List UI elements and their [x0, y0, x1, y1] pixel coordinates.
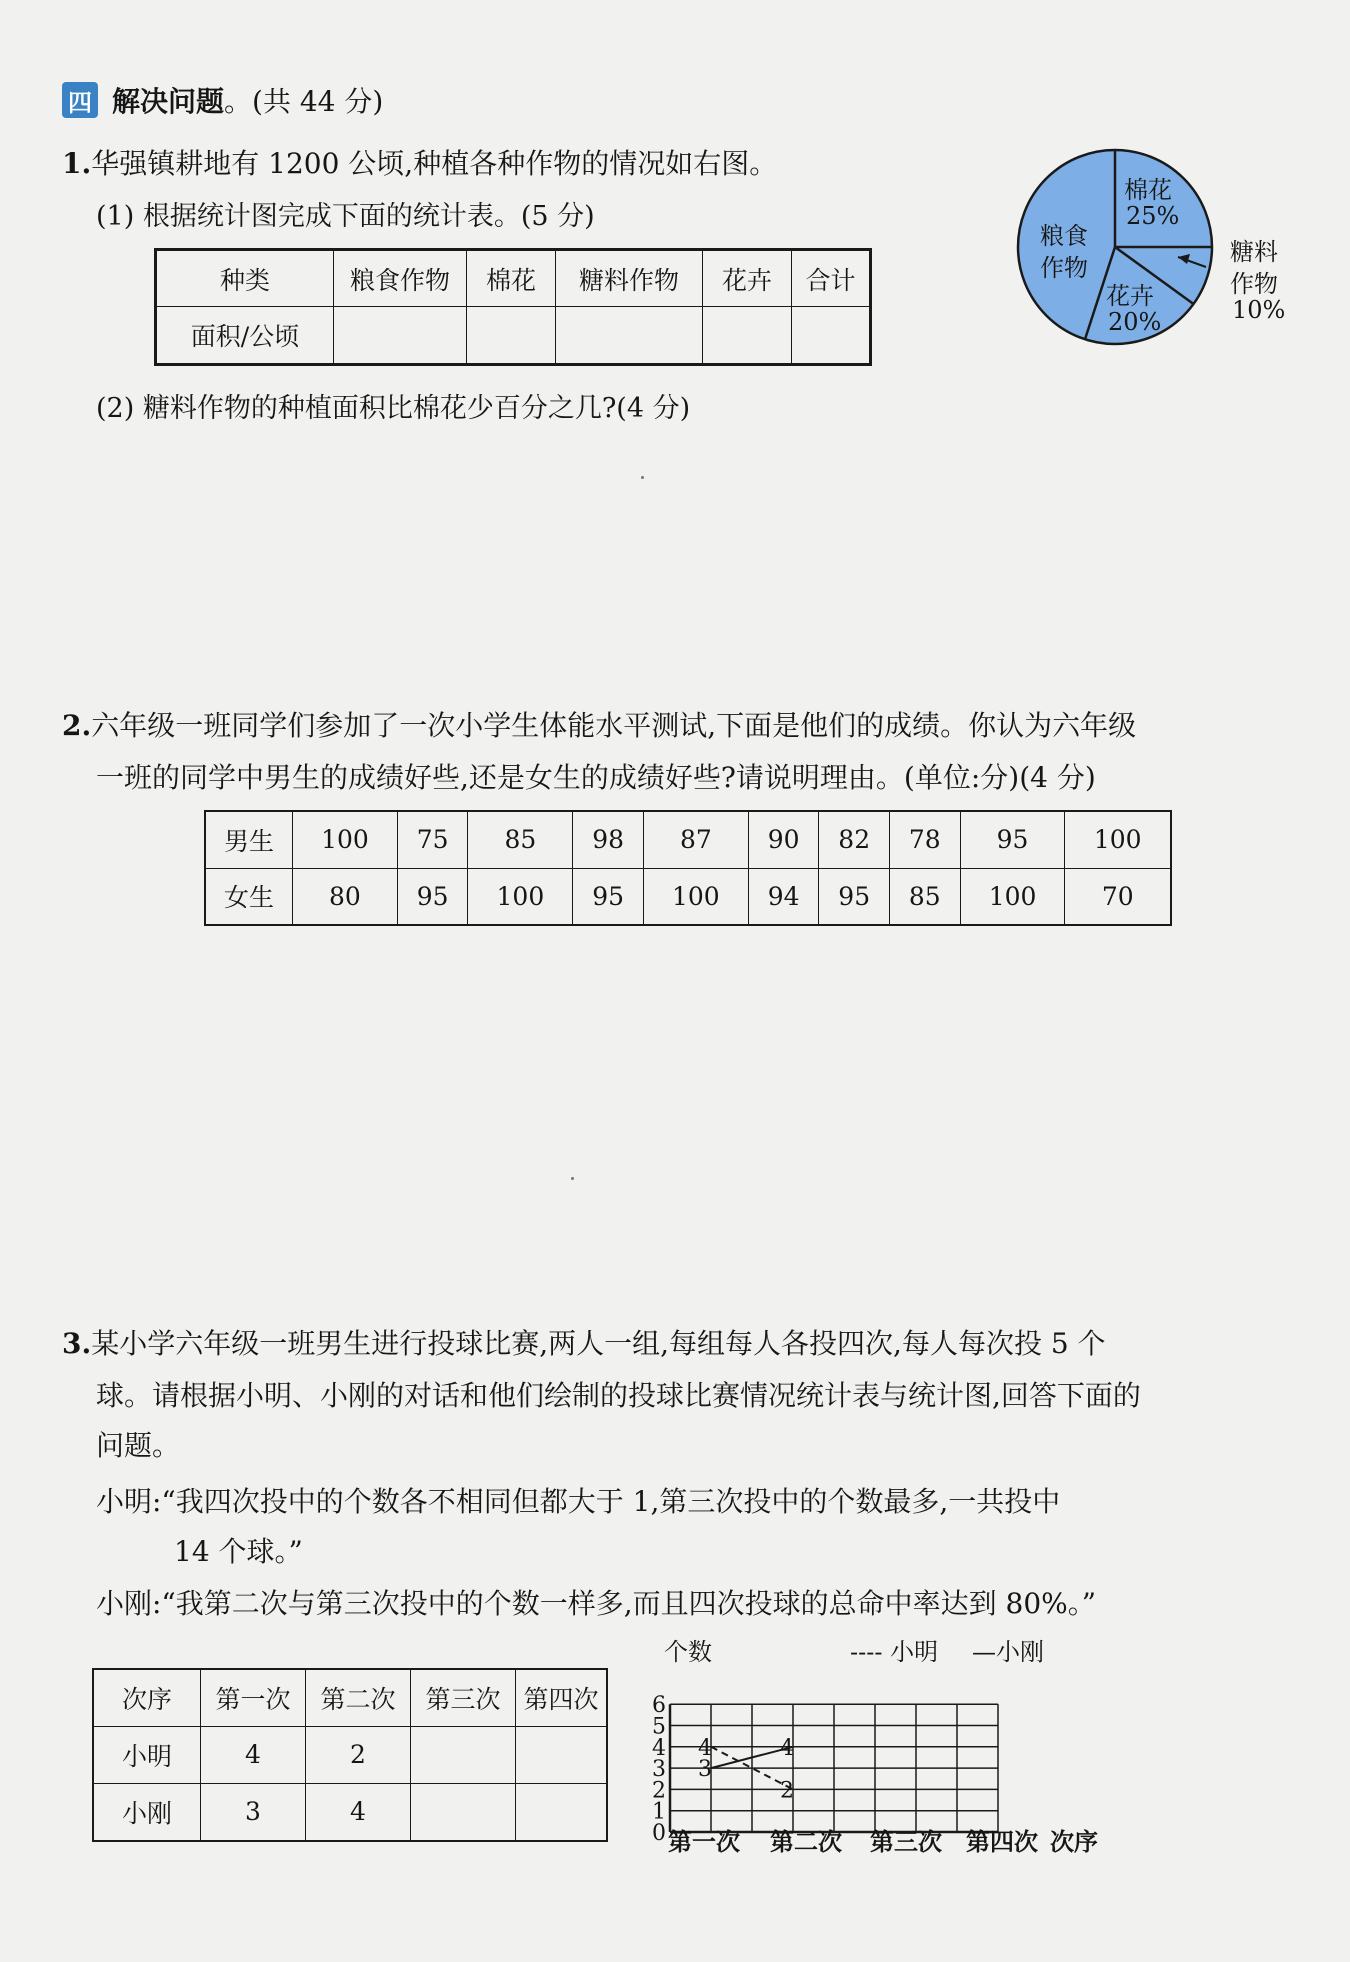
data-label-gang: 4	[780, 1735, 794, 1761]
q2-line-2: 一班的同学中男生的成绩好些,还是女生的成绩好些?请说明理由。(单位:分)(4 分)	[96, 761, 1096, 794]
q3-ming-line-2: 14 个球。”	[174, 1535, 303, 1568]
score-cell: 98	[573, 811, 644, 868]
table-header-cell: 第三次	[411, 1669, 516, 1727]
q1-stats-table	[154, 248, 872, 366]
score-cell: 95	[960, 811, 1065, 868]
chart-y-title: 个数	[664, 1638, 712, 1666]
table-header-row	[156, 250, 871, 307]
answer-cell[interactable]	[516, 1727, 608, 1784]
table-header-cell: 第二次	[306, 1669, 411, 1727]
chart-x-tick: 第一次	[668, 1827, 740, 1856]
q3-line-1	[62, 1322, 1106, 1362]
table-header-cell: 粮食作物	[334, 250, 467, 307]
score-cell: 80	[293, 868, 398, 925]
answer-cell[interactable]	[556, 307, 703, 365]
chart-x-tick: 第三次	[870, 1827, 942, 1856]
q3-line-3: 问题。	[96, 1429, 181, 1462]
q2-text-1: 六年级一班同学们参加了一次小学生体能水平测试,下面是他们的成绩。你认为六年级	[91, 709, 1137, 742]
row-label: 小刚	[93, 1783, 201, 1841]
table-row	[156, 307, 871, 365]
q2-scores-table	[204, 810, 1172, 926]
shot-cell: 3	[201, 1783, 306, 1841]
chart-point-labels	[698, 1736, 794, 1804]
pie-sugar-label-1: 糖料	[1230, 238, 1278, 266]
y-tick-label: 0	[652, 1821, 666, 1846]
score-cell: 100	[960, 868, 1065, 925]
table-header-cell: 棉花	[467, 250, 556, 307]
y-tick-label: 1	[652, 1799, 666, 1825]
table-row-ming	[93, 1727, 607, 1784]
answer-cell[interactable]	[411, 1727, 516, 1784]
row-label: 女生	[205, 868, 293, 925]
pie-flower-pct: 20%	[1108, 308, 1162, 336]
table-row-boys	[205, 811, 1171, 868]
answer-cell[interactable]	[516, 1783, 608, 1841]
y-tick-label: 5	[652, 1714, 666, 1740]
pie-grain-label-2: 作物	[1040, 254, 1088, 282]
score-cell: 95	[397, 868, 468, 925]
score-cell: 78	[890, 811, 961, 868]
score-cell: 85	[890, 868, 961, 925]
paper-speck	[641, 476, 644, 479]
pie-flower-label: 花卉	[1106, 282, 1154, 310]
y-tick-label: 6	[652, 1693, 666, 1719]
score-cell: 100	[293, 811, 398, 868]
paper-speck	[571, 1177, 574, 1180]
table-header-cell: 种类	[156, 250, 334, 307]
score-cell: 95	[819, 868, 890, 925]
chart-legend-ming: ---- 小明	[850, 1638, 939, 1666]
data-label-gang: 3	[698, 1757, 712, 1783]
q2-line-1	[62, 704, 1136, 744]
answer-cell[interactable]	[467, 307, 556, 365]
table-header-cell: 糖料作物	[556, 250, 703, 307]
chart-grid	[670, 1704, 998, 1832]
data-label-ming: 4	[698, 1735, 712, 1761]
shot-cell: 4	[306, 1783, 411, 1841]
table-header-cell: 次序	[93, 1669, 201, 1727]
y-tick-label: 3	[652, 1757, 666, 1783]
answer-cell[interactable]	[334, 307, 467, 365]
table-header-cell: 合计	[792, 250, 871, 307]
shot-cell: 4	[201, 1727, 306, 1784]
pie-sugar-pct: 10%	[1232, 296, 1286, 324]
score-cell: 85	[468, 811, 573, 868]
shot-cell: 2	[306, 1727, 411, 1784]
q3-gang-line: 小刚:“我第二次与第三次投中的个数一样多,而且四次投球的总命中率达到 80%。”	[96, 1587, 1097, 1620]
score-cell: 100	[1065, 811, 1171, 868]
score-cell: 82	[819, 811, 890, 868]
y-tick-label: 2	[652, 1778, 666, 1804]
q1-prompt	[62, 142, 777, 182]
pie-cotton-pct: 25%	[1126, 202, 1180, 230]
score-cell: 70	[1065, 868, 1171, 925]
score-cell: 75	[397, 811, 468, 868]
y-tick-label: 4	[652, 1735, 666, 1761]
table-header-cell: 第一次	[201, 1669, 306, 1727]
score-cell: 90	[748, 811, 819, 868]
score-cell: 94	[748, 868, 819, 925]
chart-x-title: 次序	[1050, 1827, 1098, 1856]
score-cell: 95	[573, 868, 644, 925]
table-header-cell: 花卉	[703, 250, 792, 307]
chart-legend-gang: —小刚	[972, 1638, 1044, 1666]
score-cell: 100	[643, 868, 748, 925]
table-header-cell: 第四次	[516, 1669, 608, 1727]
table-row-girls	[205, 868, 1171, 925]
q3-text-1: 某小学六年级一班男生进行投球比赛,两人一组,每组每人各投四次,每人每次投 5 个	[91, 1327, 1106, 1360]
chart-x-tick: 第二次	[770, 1827, 842, 1856]
answer-cell[interactable]	[792, 307, 871, 365]
pie-cotton-label: 棉花	[1124, 176, 1172, 204]
row-label: 小明	[93, 1727, 201, 1784]
q3-ming-line-1: 小明:“我四次投中的个数各不相同但都大于 1,第三次投中的个数最多,一共投中	[96, 1485, 1061, 1518]
pie-grain-label-1: 粮食	[1040, 222, 1088, 250]
q1-text: 华强镇耕地有 1200 公顷,种植各种作物的情况如右图。	[91, 147, 778, 180]
section-badge: 四	[62, 82, 98, 118]
answer-cell[interactable]	[703, 307, 792, 365]
score-cell: 100	[468, 868, 573, 925]
table-header-row	[93, 1669, 607, 1727]
table-row-gang	[93, 1783, 607, 1841]
q1-sub1: (1) 根据统计图完成下面的统计表。(5 分)	[96, 201, 595, 232]
pie-sugar-label-2: 作物	[1230, 270, 1278, 298]
chart-y-ticks	[652, 1693, 666, 1846]
score-cell: 87	[643, 811, 748, 868]
chart-x-tick: 第四次	[966, 1827, 1038, 1856]
q3-number: 3.	[62, 1327, 92, 1360]
section-heading	[112, 80, 383, 120]
data-label-ming: 2	[780, 1778, 794, 1804]
q3-shots-table	[92, 1668, 608, 1842]
row-label: 男生	[205, 811, 293, 868]
q2-number: 2.	[62, 709, 92, 742]
q3-line-2: 球。请根据小明、小刚的对话和他们绘制的投球比赛情况统计表与统计图,回答下面的	[96, 1379, 1141, 1412]
section-title: 解决问题	[112, 85, 225, 118]
q1-number: 1.	[62, 147, 92, 180]
row-label: 面积/公顷	[156, 307, 334, 365]
answer-cell[interactable]	[411, 1783, 516, 1841]
q1-sub2: (2) 糖料作物的种植面积比棉花少百分之几?(4 分)	[96, 393, 691, 424]
section-points: 。(共 44 分)	[224, 85, 384, 118]
